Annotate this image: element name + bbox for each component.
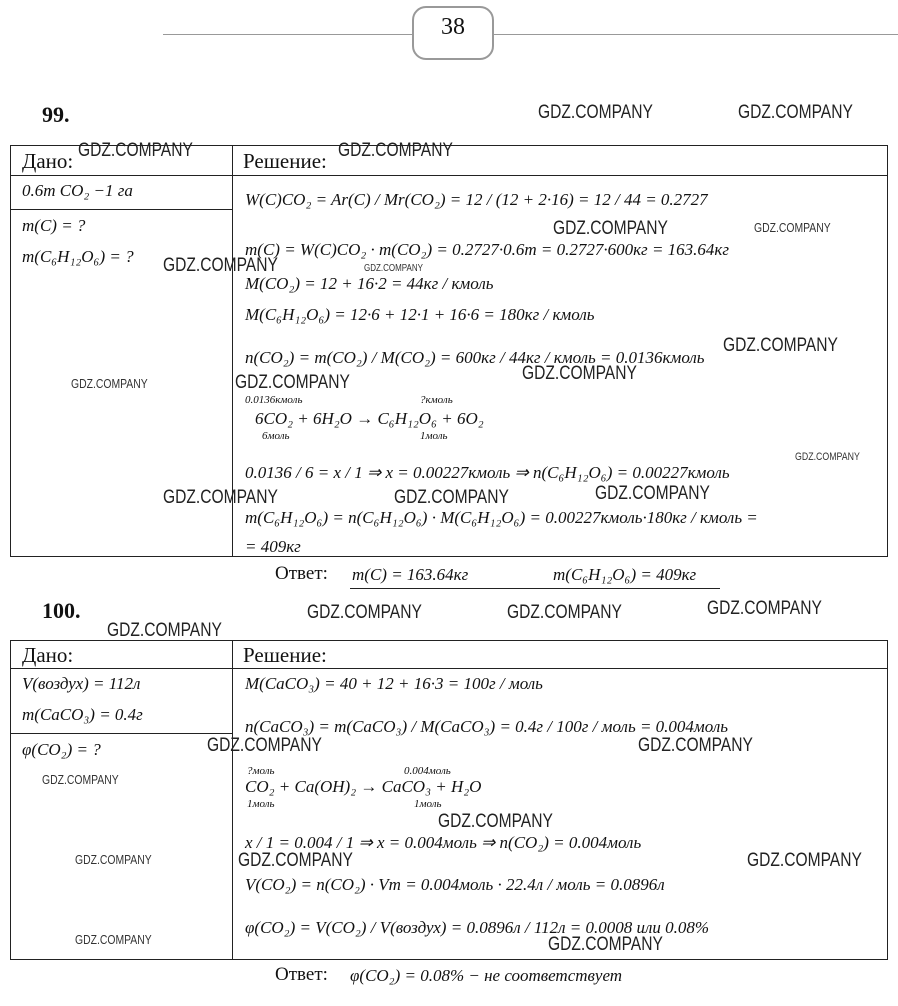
problem-99-line-molar-glucose: M(C₆H₁₂O₆) = 12·6 + 12·1 + 16·6 = 180кг / кмоль xyxy=(245,305,595,324)
watermark: GDZ.COMPANY xyxy=(507,602,622,623)
problem-99-line-molar-co2: M(CO₂) = 12 + 16·2 = 44кг / кмоль xyxy=(245,274,494,293)
problem-99-reaction-equation: 6CO₂ + 6H₂O → C₆H₁₂O₆ + 6O₂ xyxy=(255,409,484,428)
watermark: GDZ.COMPANY xyxy=(71,376,148,391)
problem-100-reaction-top-left: ?моль xyxy=(247,765,275,777)
watermark: GDZ.COMPANY xyxy=(235,372,350,393)
watermark: GDZ.COMPANY xyxy=(538,102,653,123)
problem-99-line-mass-fraction: W(C)CO₂ = Ar(C) / Mr(CO₂) = 12 / (12 + 2·16) = 12 / 44 = 0.2727 xyxy=(245,190,708,209)
watermark: GDZ.COMPANY xyxy=(163,255,278,276)
problem-99-find-carbon: m(C) = ? xyxy=(22,216,86,235)
watermark: GDZ.COMPANY xyxy=(723,335,838,356)
watermark: GDZ.COMPANY xyxy=(42,772,119,787)
problem-99-given-rule xyxy=(10,209,232,210)
watermark: GDZ.COMPANY xyxy=(75,932,152,947)
problem-99-reaction-bottom-right: 1моль xyxy=(420,430,448,442)
header-rule-left xyxy=(163,34,412,35)
watermark: GDZ.COMPANY xyxy=(754,220,831,235)
problem-99-line-carbon-mass: m(C) = W(C)CO₂ · m(CO₂) = 0.2727·0.6т = 0.2727·600кг = 163.64кг xyxy=(245,240,729,259)
watermark: GDZ.COMPANY xyxy=(438,811,553,832)
problem-100-line-volume-co2: V(CO₂) = n(CO₂) · Vm = 0.004моль · 22.4л / моль = 0.0896л xyxy=(245,875,665,894)
problem-100-line-molar-carbonate: M(CaCO₃) = 40 + 12 + 16·3 = 100г / моль xyxy=(245,674,543,693)
problem-99-dano-label: Дано: xyxy=(22,149,74,173)
problem-100-column-divider xyxy=(232,640,233,960)
problem-99-number: 99. xyxy=(42,102,70,127)
problem-100-line-proportion: x / 1 = 0.004 / 1 ⇒ x = 0.004моль ⇒ n(CO₂) = 0.004моль xyxy=(245,833,642,852)
problem-100-header-rule xyxy=(10,668,888,669)
problem-100-dano-label: Дано: xyxy=(22,643,74,667)
watermark: GDZ.COMPANY xyxy=(522,363,637,384)
problem-99-line-amount-co2: n(CO₂) = m(CO₂) / M(CO₂) = 600кг / 44кг / кмоль = 0.0136кмоль xyxy=(245,348,705,367)
problem-100-reaction-top-right: 0.004моль xyxy=(404,765,451,777)
problem-100-number: 100. xyxy=(42,598,81,623)
watermark: GDZ.COMPANY xyxy=(75,852,152,867)
problem-99-line-proportion: 0.0136 / 6 = x / 1 ⇒ x = 0.00227кмоль ⇒ n(C₆H₁₂O₆) = 0.00227кмоль xyxy=(245,463,730,482)
watermark: GDZ.COMPANY xyxy=(107,620,222,641)
watermark: GDZ.COMPANY xyxy=(738,102,853,123)
watermark: GDZ.COMPANY xyxy=(163,487,278,508)
watermark: GDZ.COMPANY xyxy=(78,140,193,161)
problem-99-answer-label: Ответ: xyxy=(275,563,328,584)
problem-99-reaction-bottom-left: 6моль xyxy=(262,430,290,442)
problem-99-answer-glucose: m(C₆H₁₂O₆) = 409кг xyxy=(553,565,697,584)
watermark: GDZ.COMPANY xyxy=(553,218,668,239)
problem-99-line-glucose-mass-result: = 409кг xyxy=(245,537,301,556)
problem-99-reaction-top-right: ?кмоль xyxy=(420,394,453,406)
watermark: GDZ.COMPANY xyxy=(747,850,862,871)
problem-99-resh-label: Решение: xyxy=(243,149,327,173)
watermark: GDZ.COMPANY xyxy=(238,850,353,871)
problem-100-reaction-equation: CO₂ + Ca(OH)₂ → CaCO₃ + H₂O xyxy=(245,777,482,796)
problem-99-line-glucose-mass: m(C₆H₁₂O₆) = n(C₆H₁₂O₆) · M(C₆H₁₂O₆) = 0.00227кмоль·180кг / кмоль = xyxy=(245,508,758,527)
problem-100-find-fraction: φ(CO₂) = ? xyxy=(22,740,101,759)
page-number: 38 xyxy=(441,14,465,40)
problem-99-answer-underline xyxy=(350,588,720,589)
watermark: GDZ.COMPANY xyxy=(338,140,453,161)
problem-99-answer-carbon: m(C) = 163.64кг xyxy=(352,565,469,584)
problem-100-reaction-bottom-left: 1моль xyxy=(247,798,275,810)
problem-100-line-volume-fraction: φ(CO₂) = V(CO₂) / V(воздух) = 0.0896л / 112л = 0.0008 или 0.08% xyxy=(245,918,710,937)
problem-100-line-amount-carbonate: n(CaCO₃) = m(CaCO₃) / M(CaCO₃) = 0.4г / 100г / моль = 0.004моль xyxy=(245,717,728,736)
watermark: GDZ.COMPANY xyxy=(207,735,322,756)
watermark: GDZ.COMPANY xyxy=(795,451,860,463)
problem-99-reaction-top-left: 0.0136кмоль xyxy=(245,394,303,406)
watermark: GDZ.COMPANY xyxy=(307,602,422,623)
watermark: GDZ.COMPANY xyxy=(394,487,509,508)
watermark: GDZ.COMPANY xyxy=(595,483,710,504)
header-rule-right xyxy=(494,34,898,35)
watermark: GDZ.COMPANY xyxy=(638,735,753,756)
problem-100-answer: φ(CO₂) = 0.08% − не соответствует xyxy=(350,966,623,985)
watermark: GDZ.COMPANY xyxy=(364,263,423,274)
problem-100-given-air-volume: V(воздух) = 112л xyxy=(22,674,141,693)
watermark: GDZ.COMPANY xyxy=(548,934,663,955)
problem-99-given: 0.6т CO₂ −1 га xyxy=(22,181,133,200)
problem-100-given-rule xyxy=(10,733,232,734)
problem-100-reaction-bottom-right: 1моль xyxy=(414,798,442,810)
problem-100-answer-label: Ответ: xyxy=(275,964,328,985)
problem-100-resh-label: Решение: xyxy=(243,643,327,667)
problem-99-header-rule xyxy=(10,175,888,176)
problem-100-given-carbonate-mass: m(CaCO₃) = 0.4г xyxy=(22,705,143,724)
watermark: GDZ.COMPANY xyxy=(707,598,822,619)
problem-99-find-glucose: m(C₆H₁₂O₆) = ? xyxy=(22,247,134,266)
